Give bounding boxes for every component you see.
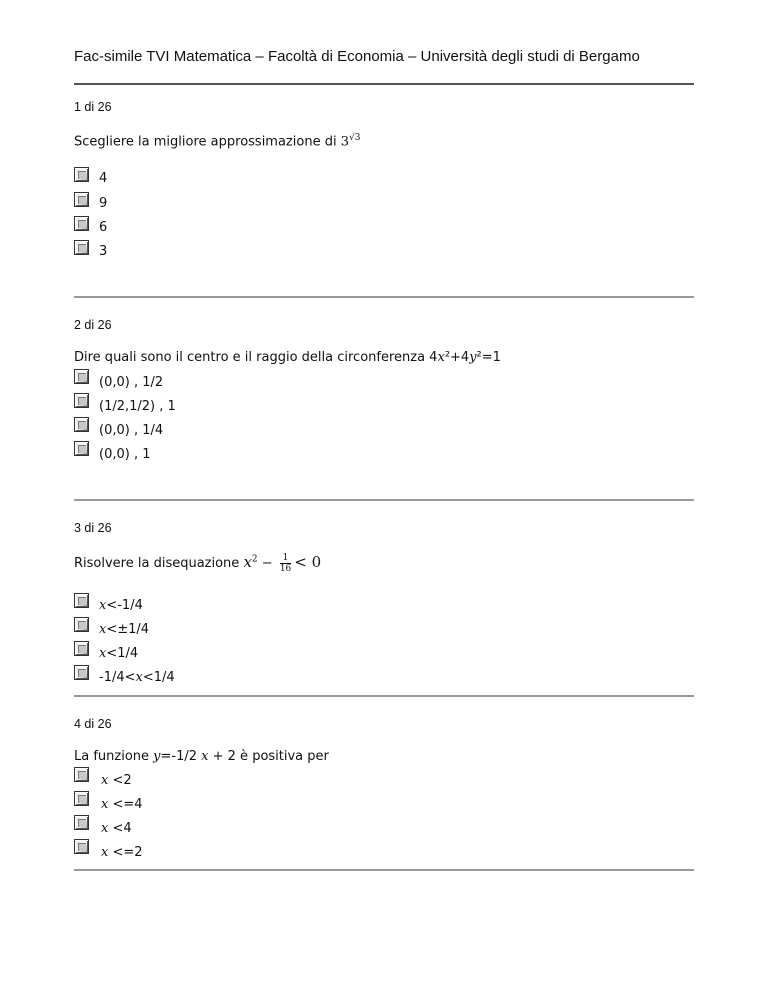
fraction-numerator: 1 bbox=[280, 553, 291, 564]
math-var-y: y bbox=[153, 749, 161, 764]
option-suffix: <-1/4 bbox=[106, 598, 143, 613]
question-text bbox=[74, 133, 360, 149]
checkbox-icon[interactable] bbox=[74, 839, 89, 854]
option-label bbox=[101, 845, 143, 860]
question-number: 3 di 26 bbox=[74, 521, 112, 535]
option-prefix: -1/4< bbox=[99, 670, 136, 685]
option-label: 4 bbox=[99, 171, 108, 186]
math-var-x: x bbox=[99, 646, 107, 661]
question-text bbox=[74, 350, 501, 365]
question-divider bbox=[74, 296, 694, 298]
option-label bbox=[101, 821, 132, 836]
option-label: (0,0) , 1/2 bbox=[99, 375, 164, 390]
checkbox-icon[interactable] bbox=[74, 192, 89, 207]
math-minus: − bbox=[257, 556, 277, 571]
math-exponent: √3 bbox=[348, 133, 361, 143]
math-exponent: 2 bbox=[251, 554, 258, 565]
question-divider bbox=[74, 695, 694, 697]
checkbox-icon[interactable] bbox=[74, 216, 89, 231]
question-text bbox=[74, 553, 321, 574]
checkbox-icon[interactable] bbox=[74, 641, 89, 656]
option-label bbox=[99, 598, 143, 613]
math-part: ²=1 bbox=[476, 350, 501, 365]
math-part: ²+4 bbox=[444, 350, 470, 365]
math-inequality: < 0 bbox=[294, 553, 322, 571]
option-label bbox=[99, 670, 175, 685]
fraction-denominator: 16 bbox=[279, 564, 292, 574]
option-label: 9 bbox=[99, 196, 108, 211]
option-label: 3 bbox=[99, 244, 108, 259]
math-var-x: x bbox=[99, 598, 107, 613]
math-fraction bbox=[280, 553, 291, 574]
option-suffix: <=4 bbox=[108, 797, 143, 812]
question-text bbox=[74, 749, 329, 764]
question-number: 4 di 26 bbox=[74, 717, 112, 731]
math-var-x: x bbox=[201, 749, 209, 764]
header-divider bbox=[74, 83, 694, 85]
option-label: (0,0) , 1 bbox=[99, 447, 151, 462]
option-suffix: <±1/4 bbox=[106, 622, 150, 637]
checkbox-icon[interactable] bbox=[74, 617, 89, 632]
question-divider bbox=[74, 499, 694, 501]
option-label: (1/2,1/2) , 1 bbox=[99, 399, 176, 414]
option-label bbox=[99, 622, 149, 637]
checkbox-icon[interactable] bbox=[74, 240, 89, 255]
math-var-x: x bbox=[101, 821, 109, 836]
question-number: 2 di 26 bbox=[74, 318, 112, 332]
checkbox-icon[interactable] bbox=[74, 441, 89, 456]
math-base: 3 bbox=[340, 134, 349, 150]
checkbox-icon[interactable] bbox=[74, 593, 89, 608]
question-prompt: La funzione bbox=[74, 749, 154, 764]
option-suffix: <2 bbox=[108, 773, 132, 788]
question-prompt: Dire quali sono il centro e il raggio della circonferenza 4 bbox=[74, 350, 438, 365]
checkbox-icon[interactable] bbox=[74, 167, 89, 182]
checkbox-icon[interactable] bbox=[74, 767, 89, 782]
checkbox-icon[interactable] bbox=[74, 369, 89, 384]
option-suffix: <=2 bbox=[108, 845, 143, 860]
checkbox-icon[interactable] bbox=[74, 791, 89, 806]
math-var-x: x bbox=[99, 622, 107, 637]
option-label bbox=[101, 797, 143, 812]
math-var-y: y bbox=[469, 350, 477, 365]
option-label: (0,0) , 1/4 bbox=[99, 423, 164, 438]
option-suffix: <1/4 bbox=[106, 646, 139, 661]
checkbox-icon[interactable] bbox=[74, 815, 89, 830]
math-var-x: x bbox=[243, 553, 252, 571]
option-suffix: <1/4 bbox=[142, 670, 175, 685]
page-header: Fac-simile TVI Matematica – Facoltà di Economia – Università degli studi di Bergamo bbox=[74, 48, 640, 65]
question-prompt: Scegliere la migliore approssimazione di bbox=[74, 134, 341, 150]
question-prompt-end: + 2 è positiva per bbox=[208, 749, 329, 764]
option-label bbox=[101, 773, 132, 788]
math-part: =-1/2 bbox=[160, 749, 202, 764]
math-var-x: x bbox=[101, 797, 109, 812]
question-number: 1 di 26 bbox=[74, 100, 112, 114]
option-suffix: <4 bbox=[108, 821, 132, 836]
option-label: 6 bbox=[99, 220, 108, 235]
checkbox-icon[interactable] bbox=[74, 417, 89, 432]
checkbox-icon[interactable] bbox=[74, 665, 89, 680]
question-divider bbox=[74, 869, 694, 871]
math-var-x: x bbox=[437, 350, 445, 365]
checkbox-icon[interactable] bbox=[74, 393, 89, 408]
option-label bbox=[99, 646, 138, 661]
math-var-x: x bbox=[135, 670, 143, 685]
math-var-x: x bbox=[101, 773, 109, 788]
question-prompt: Risolvere la disequazione bbox=[74, 556, 244, 571]
math-var-x: x bbox=[101, 845, 109, 860]
